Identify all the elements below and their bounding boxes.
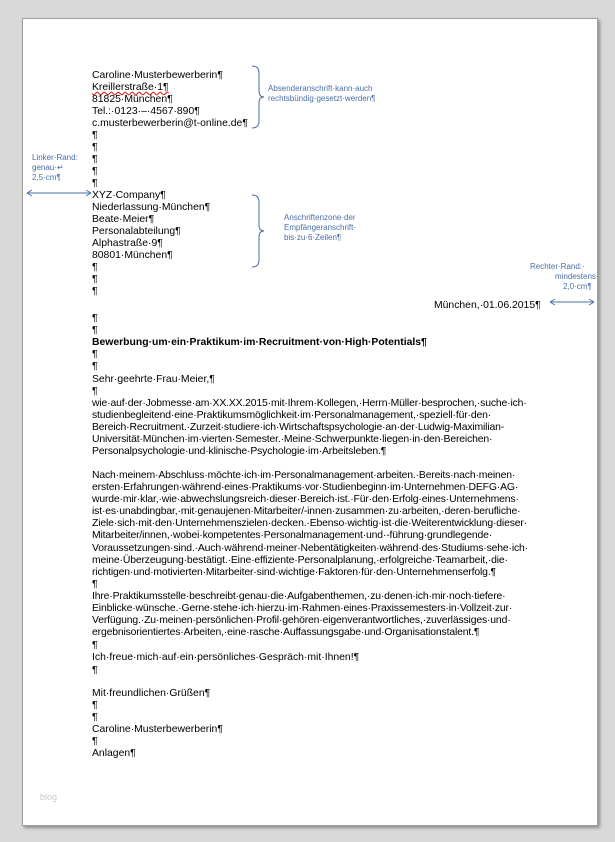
paragraph-line: studienbegleitend·eine·Praktikumsmöglichkeit·im·Personalmanagement,·speziell·für·den· [92,410,492,422]
right-margin-arrow [548,298,596,306]
paragraph-line: ersten·Erfahrungen·während·eines·Praktikums·vor·Studienbeginn·im·Unternehmen·DEFG·AG· [92,482,519,494]
pilcrow: ¶ [92,166,98,177]
body-paragraph-3 [92,591,557,639]
paragraph-line: ist·es·unabdingbar,·mit·genaujenen·Mitarbeiter/-innen·zusammen·zu·arbeiten,·deren·berufliche· [92,506,521,518]
paragraph-line: Ihre·Praktikumsstelle·beschreibt·genau·die·Aufgabenthemen,·zu·denen·ich·mir·noch·tiefere· [92,591,506,602]
paragraph-line: wie·auf·der·Jobmesse·am·XX.XX.2015·mit·Ihrem·Kollegen,·Herrn·Müller·besprochen,·suche·ich· [92,398,527,409]
left-margin-annotation-line3: 2,5·cm¶ [32,173,61,182]
pilcrow: ¶ [92,286,98,297]
body-paragraph-2 [92,470,557,579]
pilcrow: ¶ [92,361,98,372]
sender-annotation-line2: rechtsbündig·gesetzt·werden¶ [268,94,376,103]
recipient-street: Alphastraße·9¶ [92,238,163,249]
left-margin-annotation-line2: genau·↵ [32,163,64,172]
pilcrow: ¶ [92,640,98,651]
signature-name: Caroline·Musterbewerberin¶ [92,724,223,735]
left-margin-arrow [25,189,93,197]
pilcrow: ¶ [92,178,98,189]
sender-annotation-line1: Absenderanschrift·kann·auch [268,84,373,93]
sender-phone: Tel.:·0123·–·4567·890¶ [92,106,200,117]
recipient-person: Beate·Meier¶ [92,214,155,225]
salutation: Sehr·geehrte·Frau·Meier,¶ [92,374,215,385]
pilcrow: ¶ [92,130,98,141]
recipient-annotation-line1: Anschriftenzone·der [284,213,356,222]
sender-city: 81825·München¶ [92,94,173,105]
pilcrow: ¶ [92,349,98,360]
paragraph-line: ergebnisorientiertes·Arbeiten,·eine·rasche·Auffassungsgabe·und·Organisationstalent.¶ [92,627,480,639]
pilcrow: ¶ [92,386,98,397]
recipient-annotation-line3: bis·zu·6·Zeilen¶ [284,233,342,242]
recipient-brace [251,194,265,268]
date-line: München,·01.06.2015¶ [434,300,541,311]
sender-name: Caroline·Musterbewerberin¶ [92,70,223,81]
sender-street: Kreillerstraße·1¶ [92,82,169,93]
paragraph-line: Personalpsychologie·und·klinische·Psychologie·im·Arbeitsleben.¶ [92,446,387,458]
paragraph-line: Mitarbeiter/innen,·wobei·kompetentes·Personalmanagement·und·-führung·grundlegende· [92,530,493,542]
right-margin-annotation-line3: 2,0·cm¶ [563,282,592,291]
paragraph-line: Bereich·Recruitment.·Zurzeit·studiere·ich·Wirtschaftspsychologie·an·der·Ludwig-Maximilian- [92,422,505,434]
recipient-department: Personalabteilung¶ [92,226,181,237]
recipient-annotation-line2: Empfängeranschrift· [284,223,357,232]
subject-line: Bewerbung·um·ein·Praktikum·im·Recruitment·von·High·Potentials¶ [92,337,427,348]
sender-email: c.musterbewerberin@t-online.de¶ [92,118,248,129]
enclosures: Anlagen¶ [92,748,136,759]
pilcrow: ¶ [92,665,98,676]
pilcrow: ¶ [92,325,98,336]
closing-sentence: Ich·freue·mich·auf·ein·persönliches·Gespräch·mit·Ihnen!¶ [92,652,360,663]
paragraph-line: wurde·mir·klar,·wie·abwechslungsreich·dieser·Bereich·ist.·Für·den·Erfolg·eines·Unternehmens· [92,494,519,506]
pilcrow: ¶ [92,700,98,711]
pilcrow: ¶ [92,262,98,273]
recipient-branch: Niederlassung·München¶ [92,202,211,213]
left-margin-annotation-line1: Linker·Rand: [32,153,78,162]
paragraph-line: Universität·München·im·vierten·Semester.·Meine·Schwerpunkte·liegen·in·den·Bereichen· [92,434,493,446]
watermark: blog [40,792,58,802]
pilcrow: ¶ [92,736,98,747]
pilcrow: ¶ [92,712,98,723]
pilcrow: ¶ [92,313,98,324]
pilcrow: ¶ [92,142,98,153]
right-margin-annotation-line1: Rechter·Rand:· [530,262,585,271]
paragraph-line: Einblicke·wünsche.·Gerne·stehe·ich·hierzu·im·Rahmen·eines·Praxissemesters·in·Vollzeit·zur· [92,603,513,615]
right-margin-annotation-line2: mindestens· [555,272,599,281]
recipient-company: XYZ·Company¶ [92,190,166,201]
sender-brace [251,65,265,129]
pilcrow: ¶ [92,579,98,590]
paragraph-line: Verfügung.·Zu·meinen·persönlichen·Profil·gehören·eigenverantwortliches,·zuverlässiges·und· [92,615,511,627]
paragraph-line: richtigen·und·motivierten·Mitarbeiter·sind·wichtige·Faktoren·für·den·Unternehmenserfolg.¶ [92,566,496,578]
paragraph-line: Ziele·sich·mit·den·Unternehmenszielen·decken.·Ebenso·wichtig·ist·die·Weiterentwicklung·dieser· [92,518,527,530]
pilcrow: ¶ [92,154,98,165]
regards: Mit·freundlichen·Grüßen¶ [92,688,211,699]
body-paragraph-1 [92,398,557,458]
paragraph-line: meine·Überzeugung·bestätigt.·Eine·effiziente·Personalplanung,·erfolgreiche·Teamarbeit,·die· [92,554,508,566]
recipient-city: 80801·München¶ [92,250,173,261]
paragraph-line: Voraussetzungen·sind.·Auch·während·meiner·Nebentätigkeiten·während·des·Studiums·sehe·ich· [92,542,528,554]
paragraph-line: Nach·meinem·Abschluss·möchte·ich·im·Personalmanagement·arbeiten.·Bereits·nach·meinen· [92,470,516,481]
pilcrow: ¶ [92,274,98,285]
